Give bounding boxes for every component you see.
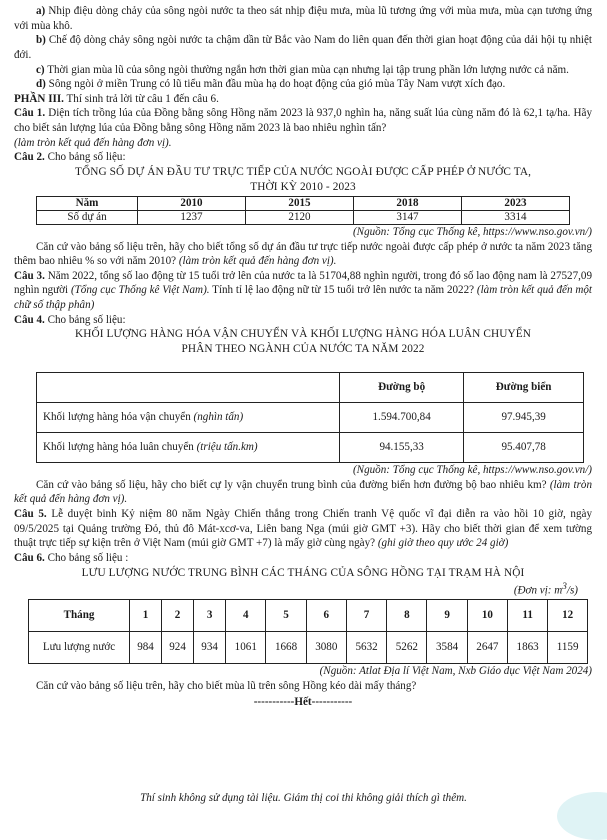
table-1-source: (Nguồn: Tổng cục Thống kê, https://www.nso.gov.vn/) — [352, 225, 592, 238]
table-3-title: LƯU LƯỢNG NƯỚC TRUNG BÌNH CÁC THÁNG CỦA SÔNG HỒNG TẠI TRẠM HÀ NỘI — [81, 566, 525, 579]
statement-a: a) Nhịp điệu dòng chảy của sông ngòi nước ta theo sát nhịp điệu mưa, mùa lũ tương ứng với mùa mưa, mùa cạn tương ứng với mùa khô. — [14, 5, 592, 32]
question-5: Câu 5. Lễ duyệt binh Kỷ niệm 80 năm Ngày Chiến thắng trong Chiến tranh Vệ quốc vĩ đại diễn ra vào hồi 10 giờ, ngày 09/5/2025 tại Quảng trường Đỏ, thủ đô Mát-xcơ-va, Liên bang Nga (múi giờ GMT +3). Hãy cho biết thời gian để xem tường thuật trực tiếp sự kiện trên ở Việt Nam (múi giờ GMT +7) là mấy giờ cùng ngày? (ghi giờ theo quy ước 24 giờ) — [14, 508, 592, 550]
question-2-text: Căn cứ vào bảng số liệu trên, hãy cho biết tổng số dự án đầu tư trực tiếp nước ngoài được cấp phép ở nước ta năm 2023 tăng thêm bao nhiêu % so với năm 2010? (làm tròn kết quả đến hàng đơn vị). — [14, 240, 592, 268]
statement-d: d) Sông ngòi ở miền Trung có lũ tiểu mãn đầu mùa hạ do hoạt động của gió mùa Tây Nam vượt xích đạo. — [36, 78, 506, 91]
statement-b: b) Chế độ dòng chảy sông ngòi nước ta chậm dần từ Bắc vào Nam do liên quan đến thời gian hoạt động của dải hội tụ nhiệt đới. — [14, 34, 592, 61]
exam-page — [14, 4, 592, 710]
part-3-heading: PHẦN III. Thí sinh trả lời từ câu 1 đến câu 6. — [14, 92, 219, 105]
freight-table — [36, 372, 584, 463]
table-2-title: KHỐI LƯỢNG HÀNG HÓA VẬN CHUYỂN VÀ KHỐI LƯỢNG HÀNG HÓA LUÂN CHUYỂN PHÂN THEO NGÀNH CỦA NƯỚC TA NĂM 2022 — [74, 328, 531, 356]
question-2: Câu 2. Cho bảng số liệu: — [14, 151, 126, 164]
question-3: Câu 3. Năm 2022, tổng số lao động từ 15 tuổi trở lên của nước ta là 51704,88 nghìn người, trong đó số lao động nam là 27527,09 nghìn người (Tổng cục Thống kê Việt Nam). Tính tỉ lệ lao động nữ từ 15 tuổi trở lên nước ta năm 2022? (làm tròn kết quả đến một chữ số thập phân) — [14, 269, 592, 312]
question-6: Câu 6. Cho bảng số liệu : — [14, 552, 129, 564]
table-row: Năm 2010 2015 2018 2023 — [37, 196, 570, 210]
river-flow-table — [28, 599, 588, 664]
table-row: Tháng 1 2 3 4 5 6 7 8 9 10 11 12 — [29, 599, 588, 631]
end-mark: -----------Hết----------- — [253, 696, 353, 709]
question-4-text: Căn cứ vào bảng số liệu, hãy cho biết cự ly vận chuyển trung bình của đường biển hơn đường bộ bao nhiêu km? (làm tròn kết quả đến hàng đơn vị). — [14, 478, 592, 506]
table-2-source: (Nguồn: Tổng cục Thống kê, https://www.nso.gov.vn/) — [352, 464, 592, 477]
table-3-unit: (Đơn vị: $m^3/s$) — [513, 581, 578, 597]
footer-note: Thí sinh không sử dụng tài liệu. Giám thị coi thi không giải thích gì thêm. — [140, 792, 467, 804]
table-row: Khối lượng hàng hóa luân chuyển (triệu tấn.km) 94.155,33 95.407,78 — [37, 433, 584, 463]
table-row: Khối lượng hàng hóa vận chuyển (nghìn tấn) 1.594.700,84 97.945,39 — [37, 403, 584, 433]
table-row: Đường bộ Đường biển — [37, 373, 584, 403]
question-1: Câu 1. Diện tích trồng lúa của Đồng bằng sông Hồng năm 2023 là 937,0 nghìn ha, năng suất lúa cùng năm đó là 62,1 tạ/ha. Hãy cho biết sản lượng lúa của Đồng bằng sông Hồng năm 2023 là bao nhiêu nghìn tấn? (làm tròn kết quả đến hàng đơn vị). — [14, 107, 592, 149]
statement-c: c) Thời gian mùa lũ của sông ngòi thường ngắn hơn thời gian mùa cạn nhưng lại tập trung phần lớn lượng nước cả năm. — [36, 63, 569, 76]
table-3-source: (Nguồn: Atlat Địa lí Việt Nam, Nxb Giáo dục Việt Nam 2024) — [319, 664, 592, 677]
table-row: Số dự án 1237 2120 3147 3314 — [37, 210, 570, 224]
table-1-title: TỔNG SỐ DỰ ÁN ĐẦU TƯ TRỰC TIẾP CỦA NƯỚC NGOÀI ĐƯỢC CẤP PHÉP Ở NƯỚC TA, THỜI KỲ 2010 - 2023 — [74, 166, 532, 193]
question-4: Câu 4. Cho bảng số liệu: — [14, 313, 126, 326]
question-6-text: Căn cứ vào bảng số liệu trên, hãy cho biết mùa lũ trên sông Hồng kéo dài mấy tháng? — [36, 679, 417, 692]
table-row: Lưu lượng nước 984 924 934 1061 1668 3080 5632 5262 3584 2647 1863 1159 — [29, 631, 588, 663]
fdi-projects-table — [36, 196, 570, 225]
